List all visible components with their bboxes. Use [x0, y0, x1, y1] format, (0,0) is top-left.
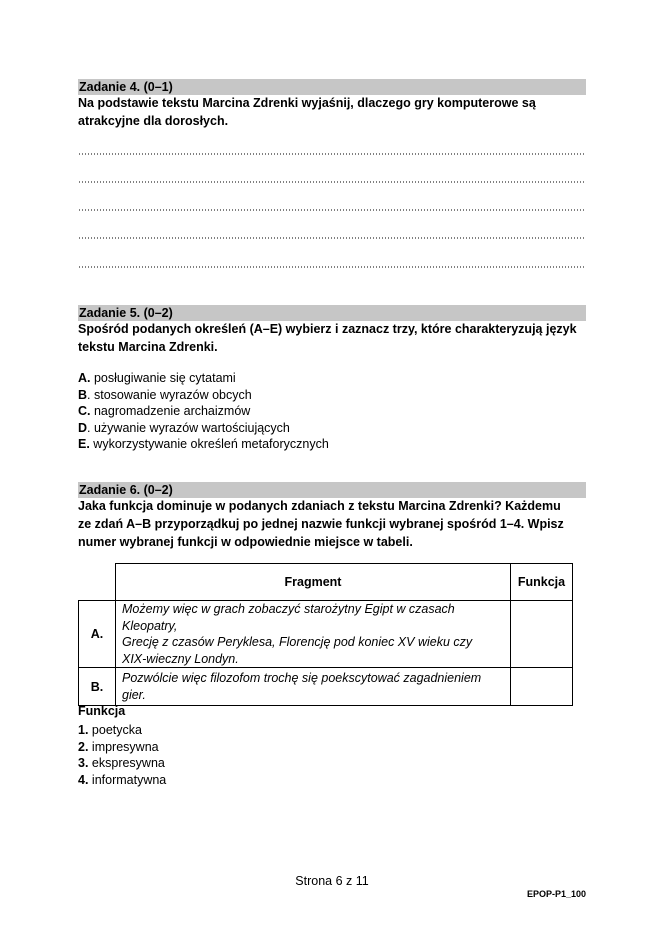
answer-line[interactable]	[78, 153, 586, 155]
task4-header: Zadanie 4. (0–1)	[78, 79, 586, 95]
table-header-row	[79, 564, 573, 601]
task4-instruction	[78, 94, 588, 130]
option-letter: A.	[78, 371, 91, 385]
fragment-line: Możemy więc w grach zobaczyć starożytny Egipt w czasach Kleopatry,	[122, 602, 455, 633]
option-letter: B	[78, 387, 88, 402]
option-letter: D	[78, 420, 88, 435]
function-number: 4.	[78, 772, 89, 787]
table-row	[79, 601, 573, 668]
function-text: impresywna	[88, 739, 159, 754]
option-a[interactable]	[78, 370, 578, 387]
fragment-cell	[116, 668, 511, 706]
task6-instruction-line: Jaka funkcja dominuje w podanych zdaniach z tekstu Marcina Zdrenki? Każdemu	[78, 499, 561, 513]
empty-corner-cell	[79, 564, 116, 601]
answer-line[interactable]	[78, 181, 586, 183]
task5-header: Zadanie 5. (0–2)	[78, 305, 586, 321]
function-item	[78, 722, 578, 739]
task5-options	[78, 370, 578, 453]
functions-title: Funkcja	[78, 704, 126, 718]
option-e[interactable]	[78, 436, 578, 453]
task5-instruction	[78, 320, 588, 356]
function-text: ekspresywna	[88, 756, 165, 770]
option-c[interactable]	[78, 403, 578, 420]
option-text: . stosowanie wyrazów obcych	[87, 387, 252, 402]
function-number: 3.	[78, 756, 89, 770]
function-item	[78, 772, 578, 789]
function-answer-cell[interactable]	[511, 601, 573, 668]
task6-instruction	[78, 497, 588, 551]
task6-header: Zadanie 6. (0–2)	[78, 482, 586, 498]
answer-line[interactable]	[78, 237, 586, 239]
function-item	[78, 739, 578, 756]
task4-instruction-line: atrakcyjne dla dorosłych.	[78, 114, 229, 128]
fragment-line: XIX-wieczny Londyn.	[122, 651, 239, 666]
task6-instruction-line: numer wybranej funkcji w odpowiednie miejsce w tabeli.	[78, 535, 413, 549]
fragment-cell	[116, 601, 511, 668]
row-letter: A.	[79, 601, 116, 668]
function-number: 1.	[78, 723, 89, 737]
option-letter: C.	[78, 404, 91, 418]
functions-list	[78, 722, 578, 788]
option-text: posługiwanie się cytatami	[90, 371, 236, 385]
option-text: nagromadzenie archaizmów	[90, 404, 251, 418]
function-text: informatywna	[88, 772, 167, 787]
row-letter: B.	[79, 668, 116, 706]
option-d[interactable]	[78, 420, 578, 437]
function-table	[78, 563, 573, 706]
answer-line[interactable]	[78, 266, 586, 268]
function-column-header: Funkcja	[511, 564, 573, 601]
answer-line[interactable]	[78, 209, 586, 211]
option-letter: E.	[78, 437, 90, 451]
option-text: . używanie wyrazów wartościujących	[87, 420, 290, 435]
fragment-line: Grecję z czasów Peryklesa, Florencję pod koniec XV wieku czy	[122, 635, 473, 649]
table-row	[79, 668, 573, 706]
task6-instruction-line: ze zdań A–B przyporządkuj po jednej nazwie funkcji wybranej spośród 1–4. Wpisz	[78, 517, 564, 531]
function-answer-cell[interactable]	[511, 668, 573, 706]
function-item	[78, 755, 578, 772]
option-b[interactable]	[78, 387, 578, 404]
task5-instruction-line: Spośród podanych określeń (A–E) wybierz i zaznacz trzy, które charakteryzują język	[78, 322, 577, 336]
function-number: 2.	[78, 739, 89, 754]
task5-instruction-line: tekstu Marcina Zdrenki.	[78, 340, 218, 354]
page-number: Strona 6 z 11	[295, 874, 369, 888]
option-text: wykorzystywanie określeń metaforycznych	[89, 437, 329, 451]
fragment-line: Pozwólcie więc filozofom trochę się poekscytować zagadnieniem gier.	[122, 671, 482, 702]
document-code: EPOP-P1_100	[526, 889, 586, 899]
function-text: poetycka	[88, 723, 142, 737]
fragment-column-header: Fragment	[116, 564, 511, 601]
task4-instruction-line: Na podstawie tekstu Marcina Zdrenki wyjaśnij, dlaczego gry komputerowe są	[78, 96, 536, 110]
